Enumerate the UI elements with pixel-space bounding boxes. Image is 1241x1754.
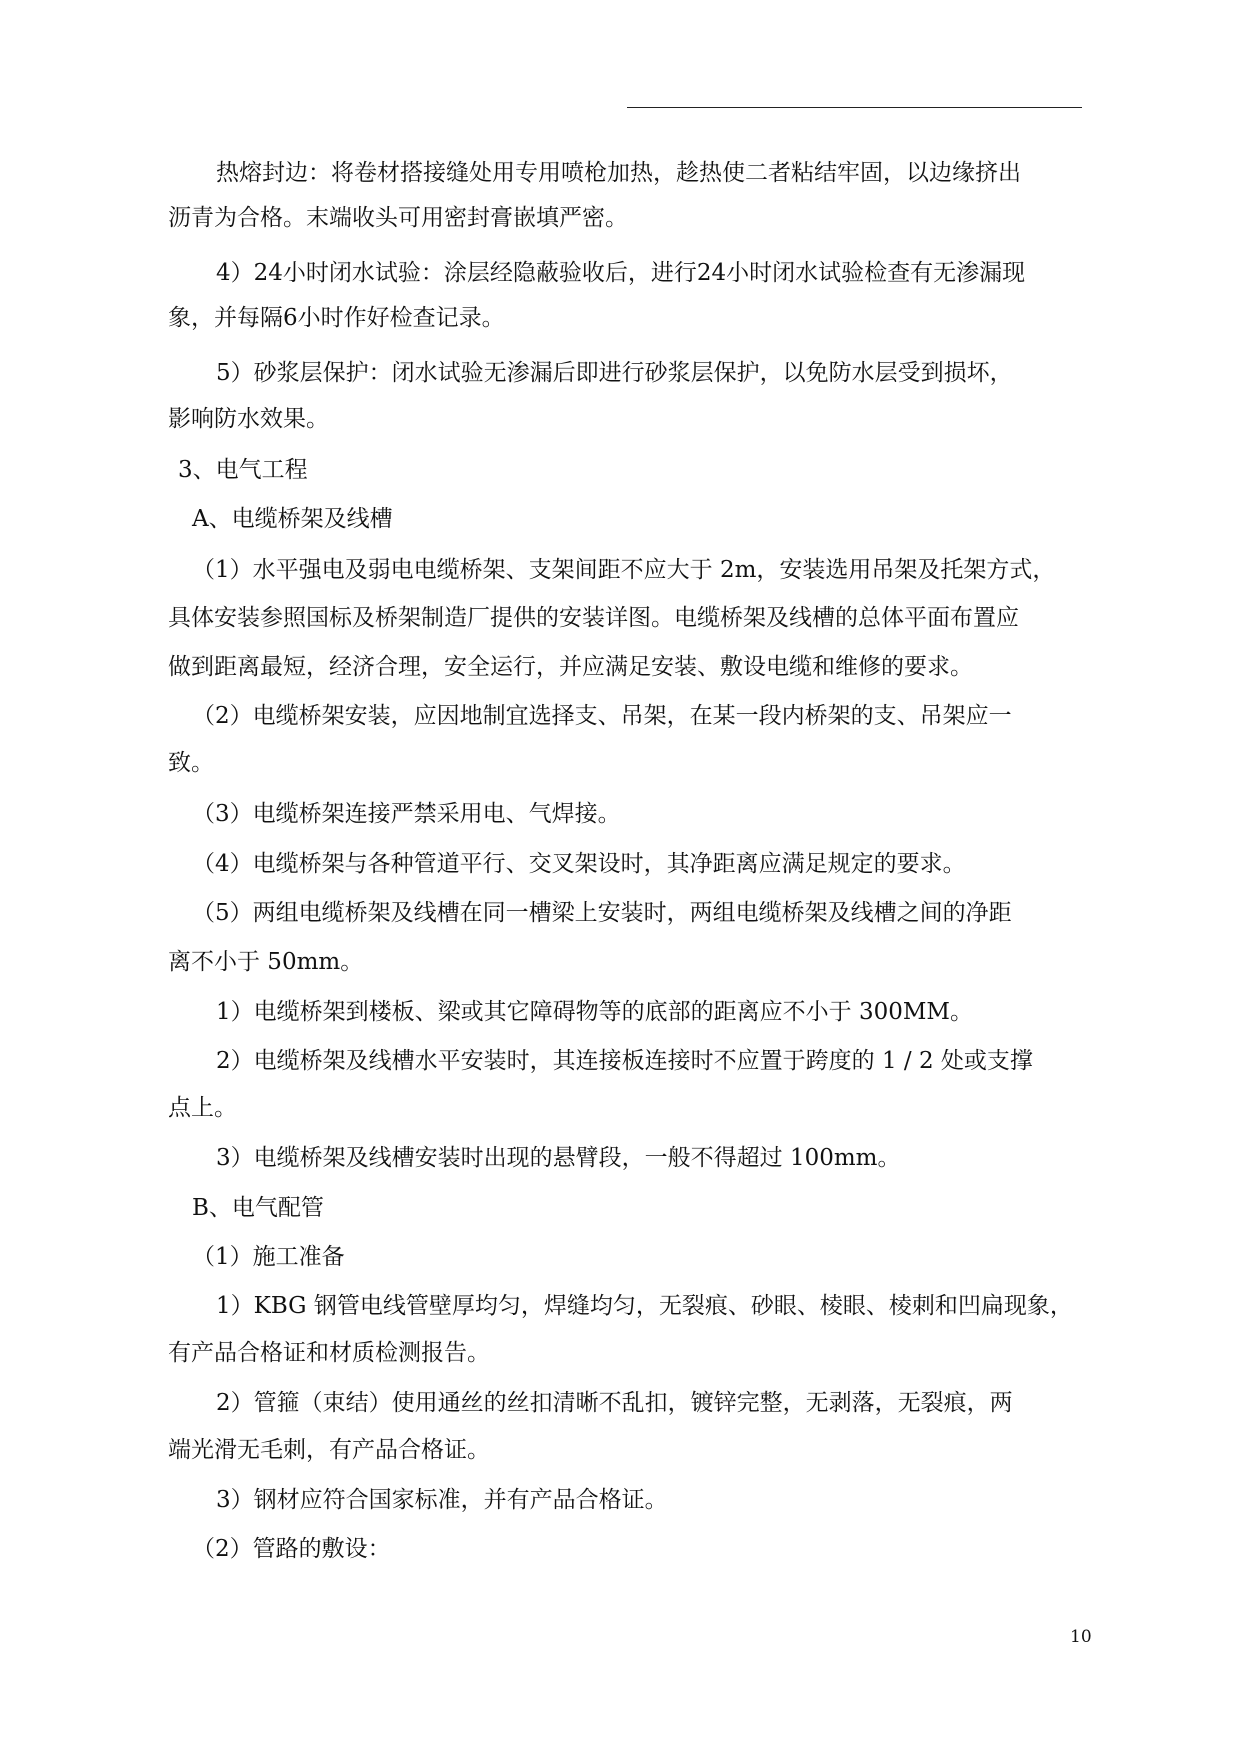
text-line: （5）两组电缆桥架及线槽在同一槽梁上安装时，两组电缆桥架及线槽之间的净距 — [192, 900, 1012, 926]
text-line: 2）管箍（束结）使用通丝的丝扣清晰不乱扣，镀锌完整，无剥落，无裂痕，两 — [216, 1390, 1013, 1416]
subsection-heading: B、电气配管 — [192, 1195, 324, 1221]
subsection-heading: A、电缆桥架及线槽 — [192, 506, 393, 532]
text-line: 1）KBG 钢管电线管壁厚均匀，焊缝均匀，无裂痕、砂眼、棱眼、棱刺和凹扁现象， — [216, 1293, 1073, 1319]
page-number: 10 — [1070, 1627, 1092, 1647]
text-line: （3）电缆桥架连接严禁采用电、气焊接。 — [192, 801, 621, 827]
text-line: 离不小于 50mm。 — [168, 949, 364, 975]
text-line: 1）电缆桥架到楼板、梁或其它障碍物等的底部的距离应不小于 300MM。 — [216, 999, 973, 1025]
text-line: 2）电缆桥架及线槽水平安装时，其连接板连接时不应置于跨度的 1 / 2 处或支撑 — [216, 1048, 1033, 1074]
text-line: 象，并每隔6小时作好检查记录。 — [168, 305, 505, 331]
text-line: （2）电缆桥架安装，应因地制宜选择支、吊架，在某一段内桥架的支、吊架应一 — [192, 703, 1012, 729]
text-line: 4）24小时闭水试验：涂层经隐蔽验收后，进行24小时闭水试验检查有无渗漏现 — [216, 260, 1026, 286]
text-line: 致。 — [168, 750, 214, 776]
text-line: 热熔封边：将卷材搭接缝处用专用喷枪加热，趁热使二者粘结牢固，以边缘挤出 — [216, 160, 1021, 186]
header-rule — [627, 107, 1082, 108]
text-line: 点上。 — [168, 1095, 237, 1121]
text-line: 3）电缆桥架及线槽安装时出现的悬臂段，一般不得超过 100mm。 — [216, 1145, 901, 1171]
text-line: 做到距离最短，经济合理，安全运行，并应满足安装、敷设电缆和维修的要求。 — [168, 654, 973, 680]
text-line: （1）水平强电及弱电电缆桥架、支架间距不应大于 2m，安装选用吊架及托架方式， — [192, 557, 1056, 583]
section-heading: 3、电气工程 — [178, 457, 308, 483]
text-line: 影响防水效果。 — [168, 406, 329, 432]
text-line: （1）施工准备 — [192, 1244, 345, 1270]
text-line: （2）管路的敷设： — [192, 1536, 391, 1562]
text-line: （4）电缆桥架与各种管道平行、交叉架设时，其净距离应满足规定的要求。 — [192, 851, 966, 877]
text-line: 具体安装参照国标及桥架制造厂提供的安装详图。电缆桥架及线槽的总体平面布置应 — [168, 605, 1019, 631]
text-line: 有产品合格证和材质检测报告。 — [168, 1340, 490, 1366]
text-line: 3）钢材应符合国家标准，并有产品合格证。 — [216, 1487, 668, 1513]
text-line: 沥青为合格。末端收头可用密封膏嵌填严密。 — [168, 205, 628, 231]
text-line: 端光滑无毛刺，有产品合格证。 — [168, 1437, 490, 1463]
text-line: 5）砂浆层保护：闭水试验无渗漏后即进行砂浆层保护，以免防水层受到损坏， — [216, 360, 1013, 386]
